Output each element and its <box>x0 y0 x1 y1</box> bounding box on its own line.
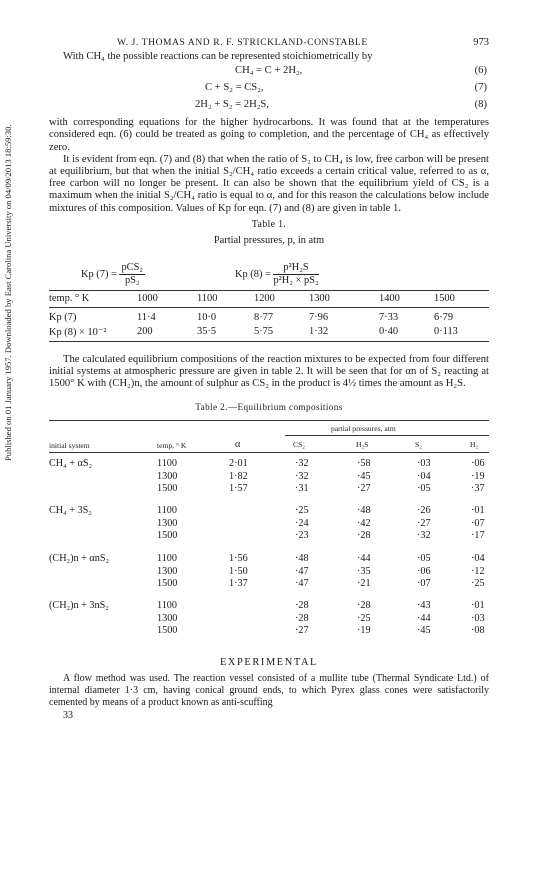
table1 <box>49 290 489 342</box>
table1-rule <box>49 307 489 308</box>
running-header <box>49 37 489 51</box>
h2-cell: ·01 <box>471 600 485 612</box>
kp8-formula <box>235 262 319 287</box>
kp8-numerator: p²H₂S <box>273 262 318 275</box>
cs2-cell: ·28 <box>295 600 309 612</box>
h2-cell: ·01 <box>471 505 485 517</box>
h2-cell: ·12 <box>471 565 485 577</box>
s2-cell: ·43 <box>417 600 431 612</box>
s2-cell: ·03 <box>417 458 431 470</box>
system-label: (CH₂)n + αnS₂ <box>49 553 110 565</box>
system-label: CH₄ + αS₂ <box>49 458 93 470</box>
paragraph-4: A flow method was used. The reaction vessel consisted of a mullite tube (Thermal Syndicate Ltd.) of internal diameter 1·3 cm, having conical ground ends, to which Pyrex glass cones were satisfactorily cemented by means of a product known as anti-scuffing <box>49 673 489 709</box>
table1-subtitle: Partial pressures, p, in atm <box>213 234 325 246</box>
page-number: 973 <box>473 37 489 48</box>
h2s-cell: ·48 <box>357 505 371 517</box>
h2s-cell: ·44 <box>357 553 371 565</box>
temp-cell: 1500 <box>157 530 178 542</box>
table2 <box>49 420 489 645</box>
footer-number: 33 <box>63 710 73 722</box>
h2-cell: ·17 <box>471 530 485 542</box>
kp7-lhs: Kp (7) = <box>81 268 117 280</box>
kp8-lhs: Kp (8) = <box>235 268 271 280</box>
cs2-cell: ·27 <box>295 625 309 637</box>
kp8-fraction <box>273 262 318 287</box>
table1-temp-cell: 1500 <box>434 292 455 304</box>
table1-kp8-cell: 0·113 <box>434 325 458 337</box>
cs2-cell: ·31 <box>295 483 309 495</box>
s2-cell: ·07 <box>417 578 431 590</box>
table1-temp-cell: 1200 <box>254 292 275 304</box>
table1-caption: Table 1. <box>251 218 287 230</box>
table1-formulas <box>49 252 489 288</box>
alpha-header: α <box>235 439 241 451</box>
h2s-cell: ·42 <box>357 517 371 529</box>
alpha-cell: 1·57 <box>229 483 248 495</box>
h2s-cell: ·19 <box>357 625 371 637</box>
table1-kp8-cell: 1·32 <box>309 325 329 337</box>
table1-temp-cell: 1000 <box>137 292 158 304</box>
table1-temp-cell: 1100 <box>197 292 218 304</box>
h2s-cell: ·25 <box>357 612 371 624</box>
paragraph-2: It is evident from eqn. (7) and (8) that when the ratio of S₂ to CH₄ is low, free carbon will be present at equilibrium, but that when the initial S₂/CH₄ ratio exceeds a certain critical value, referred to as α, free carbon will no longer be present. It can also be shown that the equilibrium yield of CS₂ is a maximum when the initial S₂/CH₄ ratio is equal to α, and for this reason the calculations below include mixtures of this composition. Values of Kp for eqn. (7) and (8) are given in table 1. <box>49 153 489 214</box>
s2-cell: ·45 <box>417 625 431 637</box>
section-heading: EXPERIMENTAL <box>219 657 319 669</box>
temp-cell: 1100 <box>157 553 177 565</box>
table1-temp-cell: 1300 <box>309 292 330 304</box>
species-header-s2: S₂ <box>415 440 422 450</box>
species-header-cs2: CS₂ <box>293 440 305 450</box>
temp-cell: 1300 <box>157 612 178 624</box>
table2-block <box>49 402 489 645</box>
kp7-formula <box>81 262 145 287</box>
paper-page <box>49 37 489 721</box>
partial-pressures-header: partial pressures, atm <box>331 424 396 434</box>
temp-cell: 1500 <box>157 625 178 637</box>
h2-cell: ·37 <box>471 483 485 495</box>
paragraph-3: The calculated equilibrium compositions of the reaction mixtures to be expected from four different initial systems at atmospheric pressure are given in table 2. It will be seen that for αn of S₂ reacting at 1500° K with (CH₂)n, the amount of sulphur as CS₂ in the product is 4½ times the amount as H₂S. <box>49 353 489 390</box>
alpha-cell: 1·50 <box>229 565 248 577</box>
equation-number: (7) <box>474 82 487 94</box>
equation-expr: CH₄ = C + 2H₂, <box>235 65 303 77</box>
s2-cell: ·32 <box>417 530 431 542</box>
system-label: (CH₂)n + 3nS₂ <box>49 600 109 612</box>
system-header: initial system <box>49 441 90 451</box>
table1-rule <box>49 290 489 291</box>
s2-cell: ·06 <box>417 565 431 577</box>
s2-cell: ·05 <box>417 483 431 495</box>
table1-kp8-cell: 35·5 <box>197 325 217 337</box>
s2-cell: ·44 <box>417 612 431 624</box>
table1-row-label: temp. ° K <box>49 292 90 304</box>
table1-kp8-cell: 5·75 <box>254 325 274 337</box>
h2-cell: ·04 <box>471 553 485 565</box>
h2-cell: ·07 <box>471 517 485 529</box>
cs2-cell: ·32 <box>295 458 309 470</box>
cs2-cell: ·47 <box>295 578 309 590</box>
kp7-numerator: pCS₂ <box>121 261 144 273</box>
kp7-fraction <box>119 262 145 287</box>
table1-kp8-cell: 200 <box>137 325 153 337</box>
h2-cell: ·08 <box>471 625 485 637</box>
table1-kp8-cell: 0·40 <box>379 325 399 337</box>
species-header-h2s: H₂S <box>356 440 369 450</box>
h2-cell: ·06 <box>471 458 485 470</box>
alpha-cell: 1·82 <box>229 470 248 482</box>
h2-cell: ·25 <box>471 578 485 590</box>
s2-cell: ·05 <box>417 553 431 565</box>
h2s-cell: ·28 <box>357 600 371 612</box>
temp-cell: 1300 <box>157 470 178 482</box>
equation-number: (6) <box>474 65 487 77</box>
kp7-denominator: pS₂ <box>124 274 140 286</box>
intro-line: With CH₄ the possible reactions can be represented stoichiometrically by <box>63 51 373 62</box>
alpha-cell: 1·37 <box>229 578 248 590</box>
temp-cell: 1100 <box>157 505 177 517</box>
equation-expr: 2H₂ + S₂ = 2H₂S, <box>195 99 269 111</box>
h2-cell: ·19 <box>471 470 485 482</box>
equation-number: (8) <box>474 99 487 111</box>
table2-rule <box>49 452 489 453</box>
equation-8 <box>49 97 489 114</box>
cs2-cell: ·28 <box>295 612 309 624</box>
temp-cell: 1300 <box>157 565 178 577</box>
temp-cell: 1300 <box>157 517 178 529</box>
s2-cell: ·04 <box>417 470 431 482</box>
download-notice: Published on 01 January 1957. Downloaded by East Carolina University on 04/09/2013 18:59:30. <box>3 124 13 461</box>
cs2-cell: ·24 <box>295 517 309 529</box>
table1-kp7-cell: 6·79 <box>434 311 454 323</box>
table2-caption: Table 2.—Equilibrium compositions <box>195 402 343 413</box>
cs2-cell: ·25 <box>295 505 309 517</box>
temp-cell: 1500 <box>157 578 178 590</box>
running-head: W. J. THOMAS AND R. F. STRICKLAND-CONSTABLE <box>117 38 368 48</box>
temp-cell: 1100 <box>157 600 177 612</box>
alpha-cell: 2·01 <box>229 458 248 470</box>
h2s-cell: ·35 <box>357 565 371 577</box>
table1-kp7-cell: 7·33 <box>379 311 399 323</box>
temp-header: temp, ° K <box>157 441 187 451</box>
cs2-cell: ·32 <box>295 470 309 482</box>
table1-temp-cell: 1400 <box>379 292 400 304</box>
paragraph-1: with corresponding equations for the higher hydrocarbons. It was found that at the temperatures considered eqn. (6) could be treated as going to completion, and the percentage of CH₄ as effectively zero. <box>49 117 489 153</box>
equation-expr: C + S₂ = CS₂, <box>205 82 264 94</box>
cs2-cell: ·48 <box>295 553 309 565</box>
table1-rule <box>49 341 489 342</box>
table1-kp7-cell: 11·4 <box>137 311 156 323</box>
species-header-h2: H₂ <box>470 440 479 450</box>
h2s-cell: ·45 <box>357 470 371 482</box>
h2s-cell: ·27 <box>357 483 371 495</box>
h2s-cell: ·21 <box>357 578 371 590</box>
h2-cell: ·03 <box>471 612 485 624</box>
h2s-cell: ·28 <box>357 530 371 542</box>
system-label: CH₄ + 3S₂ <box>49 505 92 517</box>
h2s-cell: ·58 <box>357 458 371 470</box>
table1-row-label: Kp (8) × 10⁻² <box>49 326 107 338</box>
table1-row-label: Kp (7) <box>49 311 77 323</box>
cs2-cell: ·47 <box>295 565 309 577</box>
s2-cell: ·26 <box>417 505 431 517</box>
table1-kp7-cell: 10·0 <box>197 311 217 323</box>
kp8-denominator: p²H₂ × pS₂ <box>273 274 319 286</box>
table2-rule <box>285 435 489 436</box>
equation-7 <box>49 80 489 97</box>
s2-cell: ·27 <box>417 517 431 529</box>
table1-kp7-cell: 8·77 <box>254 311 274 323</box>
temp-cell: 1100 <box>157 458 177 470</box>
temp-cell: 1500 <box>157 483 178 495</box>
table2-rule <box>49 420 489 421</box>
alpha-cell: 1·56 <box>229 553 248 565</box>
equation-6 <box>49 63 489 80</box>
table1-kp7-cell: 7·96 <box>309 311 329 323</box>
cs2-cell: ·23 <box>295 530 309 542</box>
